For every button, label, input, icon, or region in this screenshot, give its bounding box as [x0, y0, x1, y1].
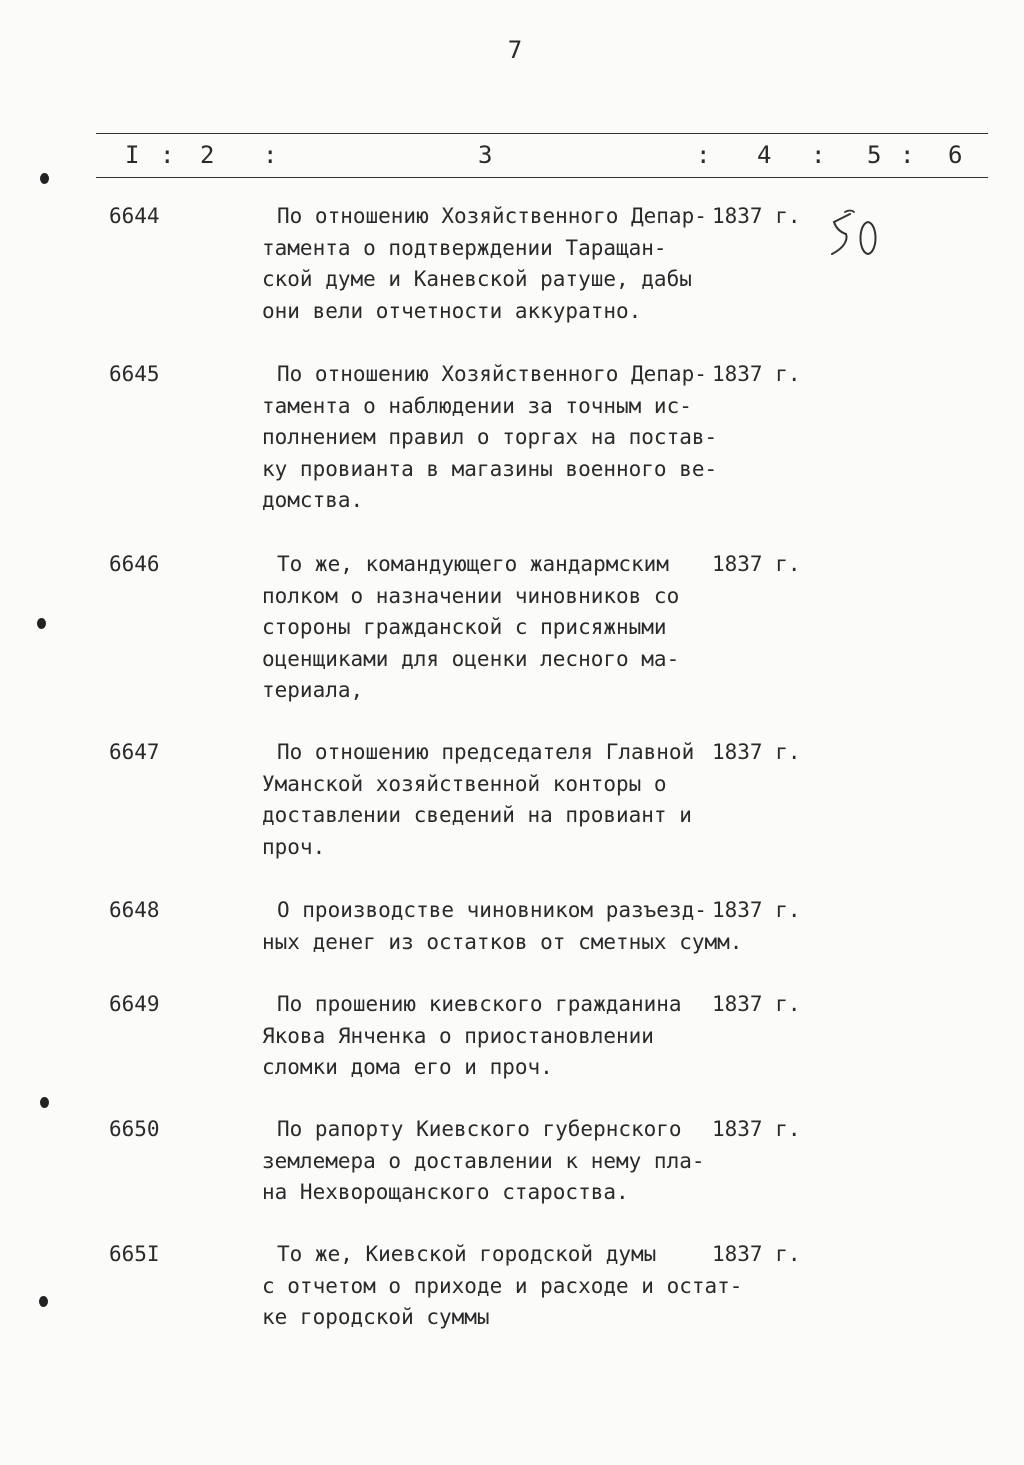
header-top-rule	[96, 133, 988, 134]
entry-line: По прошению киевского гражданина	[277, 992, 682, 1016]
column-header-4: 4	[757, 141, 772, 169]
entry-number: 6648	[109, 898, 160, 922]
entry-date: 1837 г.	[712, 898, 801, 922]
entry-line: По рапорту Киевского губернского	[277, 1117, 682, 1141]
entry-description	[262, 1114, 742, 1209]
entry-line: ке городской суммы	[262, 1305, 490, 1329]
entry-description	[262, 359, 742, 517]
header-bottom-rule	[96, 177, 988, 178]
page-number: 7	[507, 36, 523, 64]
entry-line: землемера о доставлении к нему пла-	[262, 1148, 705, 1173]
column-separator: :	[811, 141, 826, 169]
entry-date: 1837 г.	[712, 992, 801, 1016]
column-separator: :	[900, 141, 915, 169]
entry-line: Уманской хозяйственной конторы о	[262, 771, 667, 796]
handwritten-folio-number	[828, 208, 888, 272]
entry-line: ской думе и Каневской ратуше, дабы	[262, 267, 692, 291]
entry-description	[262, 1239, 742, 1334]
column-separator: :	[696, 141, 711, 169]
entry-line: сломки дома его и проч.	[262, 1055, 553, 1079]
column-header-2: 2	[200, 141, 215, 169]
column-header-5: 5	[867, 141, 882, 169]
entry-date: 1837 г.	[712, 204, 801, 228]
column-header-3: 3	[478, 141, 493, 169]
entry-number: 6646	[109, 552, 160, 576]
entry-line: тамента о подтверждении Таращан-	[262, 235, 667, 260]
entry-line: проч.	[262, 834, 326, 859]
entry-line: оценщиками для оценки лесного ма-	[262, 646, 680, 671]
entry-line: полнением правил о торгах на постав-	[262, 425, 718, 449]
entry-description	[262, 549, 742, 707]
entry-description	[262, 895, 742, 958]
entry-number: 6644	[109, 204, 160, 228]
entry-description	[262, 201, 742, 327]
binder-hole	[39, 1296, 48, 1307]
column-separator: :	[263, 141, 278, 169]
entry-number: 6645	[109, 362, 160, 386]
entry-line: тамента о наблюдении за точным ис-	[262, 393, 692, 418]
entry-line: По отношению Хозяйственного Депар-	[277, 362, 707, 386]
entry-line: териала,	[262, 678, 364, 702]
entry-line: То же, Киевской городской думы	[277, 1242, 657, 1266]
entry-line: домства.	[262, 488, 364, 512]
binder-hole	[40, 1097, 49, 1108]
entry-line: полком о назначении чиновников со	[262, 583, 680, 608]
entry-line: О производстве чиновником разъезд-	[277, 898, 707, 922]
column-header-6: 6	[948, 141, 963, 169]
entry-line: Якова Янченка о приостановлении	[262, 1023, 654, 1048]
entry-line: доставлении сведений на провиант и	[262, 803, 692, 827]
entry-date: 1837 г.	[712, 1242, 801, 1266]
entry-line: с отчетом о приходе и расходе и остат-	[262, 1273, 743, 1298]
entry-line: стороны гражданской с присяжными	[262, 615, 667, 639]
entry-number: 6649	[109, 992, 160, 1016]
binder-hole	[40, 173, 49, 184]
binder-hole	[37, 618, 46, 629]
entry-date: 1837 г.	[712, 362, 801, 386]
entry-date: 1837 г.	[712, 740, 801, 764]
entry-date: 1837 г.	[712, 1117, 801, 1141]
entry-number: 6647	[109, 740, 160, 764]
entry-line: По отношению Хозяйственного Депар-	[277, 204, 707, 228]
entry-description	[262, 737, 742, 863]
entry-line: ных денег из остатков от сметных сумм.	[262, 929, 743, 954]
entry-number: 6650	[109, 1117, 160, 1141]
entry-line: ку провианта в магазины военного ве-	[262, 456, 718, 481]
entry-line: По отношению председателя Главной	[277, 740, 695, 764]
entry-line: То же, командующего жандармским	[277, 552, 669, 576]
entry-date: 1837 г.	[712, 552, 801, 576]
column-separator: :	[160, 141, 175, 169]
entry-description	[262, 989, 742, 1084]
entry-number: 665I	[109, 1242, 160, 1266]
column-header-1: I	[125, 141, 140, 169]
entry-line: на Нехворощанского староства.	[262, 1180, 629, 1204]
entry-line: они вели отчетности аккуратно.	[262, 298, 642, 323]
